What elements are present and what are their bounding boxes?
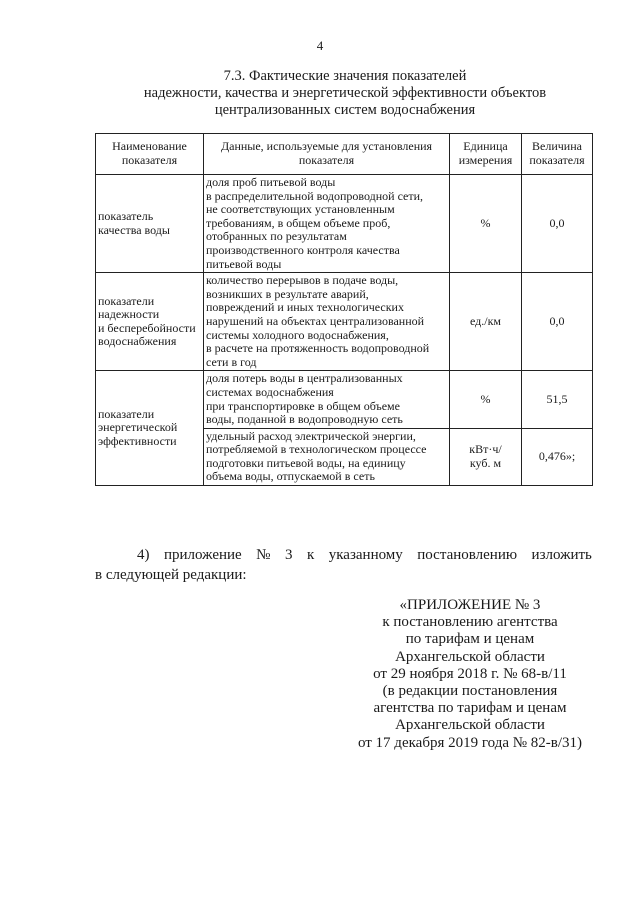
- appendix-line: (в редакции постановления: [382, 683, 558, 700]
- appendix-line: Архангельской области: [395, 648, 545, 665]
- section-title-line: 7.3. Фактические значения показателей: [223, 68, 467, 84]
- amendment-paragraph: [95, 545, 592, 585]
- appendix-line: Архангельской области: [395, 717, 545, 734]
- value-cell: 0,0: [522, 273, 593, 371]
- appendix-line: «ПРИЛОЖЕНИЕ № 3: [399, 597, 541, 613]
- section-title-line: надежности, качества и энергетической эффективности объектов: [143, 85, 547, 101]
- indicator-name-cell: показатели энергетической эффективности: [96, 371, 204, 486]
- section-title-line: централизованных систем водоснабжения: [214, 102, 476, 118]
- unit-cell: ед./км: [450, 273, 522, 371]
- appendix-line: по тарифам и ценам: [405, 631, 535, 648]
- unit-cell: кВт·ч/ куб. м: [450, 428, 522, 485]
- header-unit: Единица измерения: [450, 134, 522, 175]
- amendment-paragraph-second-line: в следующей редакции:: [95, 567, 247, 583]
- source-data-cell: количество перерывов в подаче воды, возникших в результате аварий, повреждений и иных технологических нарушений на объектах централизованной системы холодного водоснабжения, в расчете на протяженность водопроводной сети в год: [204, 273, 450, 371]
- unit-cell: %: [450, 175, 522, 273]
- header-indicator-name: Наименование показателя: [96, 134, 204, 175]
- appendix-line: от 29 ноября 2018 г. № 68-в/11: [373, 665, 567, 682]
- table-row: [96, 371, 593, 428]
- paragraph-word: к: [306, 547, 315, 563]
- page-number: 4: [316, 38, 324, 53]
- amendment-paragraph-first-line: [95, 545, 592, 565]
- appendix-heading: [340, 597, 600, 752]
- source-data-cell: удельный расход электрической энергии, потребляемой в технологическом процессе подготовки питьевой воды, на единицу объема воды, отпускаемой в сеть: [204, 428, 450, 485]
- paragraph-word: 4): [137, 547, 150, 563]
- paragraph-word: указанному: [328, 547, 403, 563]
- table-row: [96, 175, 593, 273]
- header-source-data: Данные, используемые для установления показателя: [204, 134, 450, 175]
- paragraph-word: изложить: [531, 547, 592, 563]
- paragraph-word: №: [256, 547, 271, 563]
- paragraph-word: приложение: [163, 547, 242, 563]
- indicator-name-cell: показатели надежности и бесперебойности водоснабжения: [96, 273, 204, 371]
- source-data-cell: доля проб питьевой воды в распределительной водопроводной сети, не соответствующих установленным требованиям, в общем объеме проб, отобранных по результатам производственного контроля качества питьевой воды: [204, 175, 450, 273]
- value-cell: 51,5: [522, 371, 593, 428]
- indicator-name-cell: показатель качества воды: [96, 175, 204, 273]
- value-cell: 0,476»;: [522, 428, 593, 485]
- appendix-line: агентства по тарифам и ценам: [373, 700, 567, 717]
- section-title: [95, 68, 595, 119]
- unit-cell: %: [450, 371, 522, 428]
- table-header-row: [96, 134, 593, 175]
- header-value: Величина показателя: [522, 134, 593, 175]
- source-data-cell: доля потерь воды в централизованных системах водоснабжения при транспортировке в общем объеме воды, поданной в водопроводную сеть: [204, 371, 450, 428]
- value-cell: 0,0: [522, 175, 593, 273]
- table-row: [96, 273, 593, 371]
- paragraph-word: 3: [284, 547, 293, 563]
- appendix-line: к постановлению агентства: [382, 614, 558, 631]
- indicators-table: [95, 133, 593, 486]
- appendix-line: от 17 декабря 2019 года № 82-в/31): [357, 734, 583, 751]
- paragraph-word: постановлению: [417, 547, 518, 563]
